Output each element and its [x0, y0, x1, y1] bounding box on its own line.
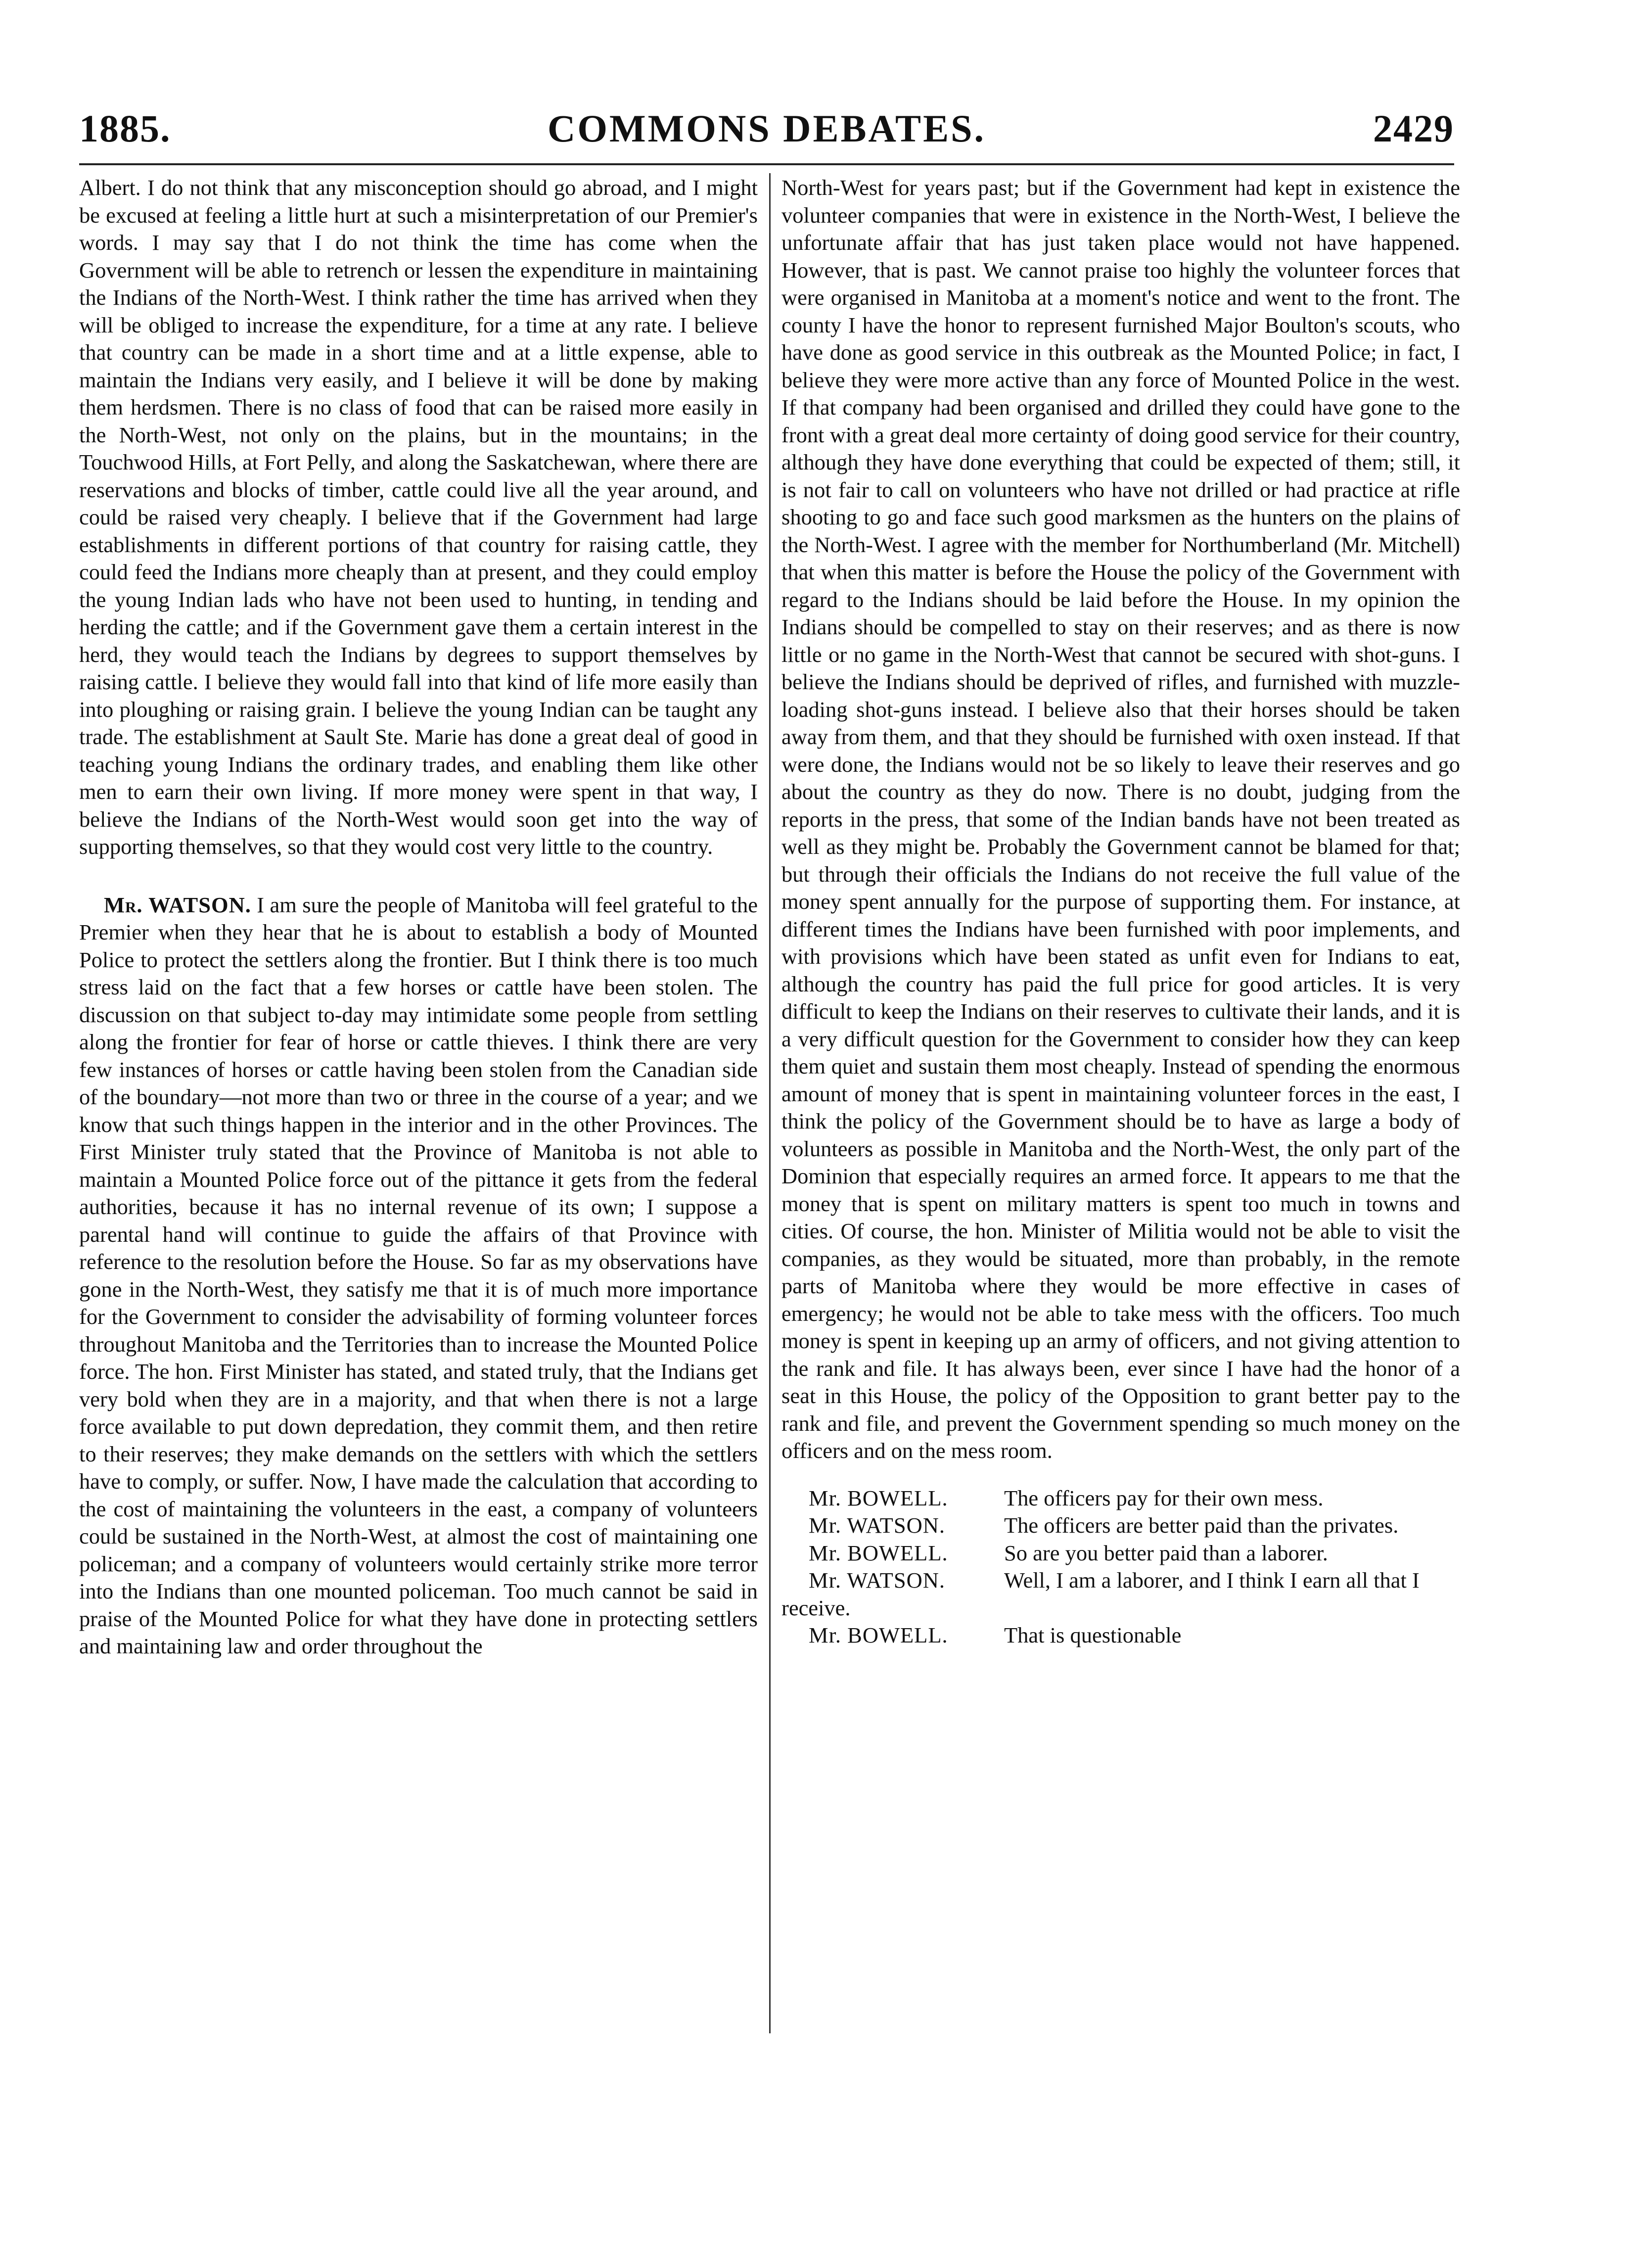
exchange-text: The officers pay for their own mess.	[1004, 1485, 1324, 1510]
page-header	[79, 106, 1454, 166]
exchange-item	[781, 1485, 1460, 1512]
left-paragraph-2	[79, 891, 758, 1660]
exchange-item	[781, 1512, 1460, 1540]
header-year: 1885.	[79, 107, 171, 150]
exchange-speaker: Mr. BOWELL.	[809, 1540, 948, 1565]
column-divider	[769, 173, 771, 2033]
right-paragraph-1: North-West for years past; but if the Government had kept in existence the volunteer companies that were in existence in the North-West, I believe the unfortunate affair that has just taken place would not have happened. However, that is past. We cannot praise too highly the volunteer forces that were organised in Manitoba at a moment's notice and went to the front. The county I have the honor to represent furnished Major Boulton's scouts, who have done as good service in this outbreak as the Mounted Police; in fact, I believe they were more active than any force of Mounted Police in the west. If that company had been organised and drilled they could have gone to the front with a great deal more certainty of doing good service for their country, although they have done everything that could be expected of them; still, it is not fair to call on volunteers who have not drilled or had practice at rifle shooting to go and face such good marksmen as the hunters on the plains of the North-West. I agree with the member for Northumberland (Mr. Mitchell) that when this matter is before the House the policy of the Government with regard to the Indians should be laid before the House. In my opinion the Indians should be compelled to stay on their reserves; and as there is now little or no game in the North-West that cannot be secured with shot-guns. I believe the Indians should be deprived of rifles, and furnished with muzzle-loading shot-guns instead. I believe also that their horses should be taken away from them, and that they should be furnished with oxen instead. If that were done, the Indians would not be so likely to leave their reserves and go about the country as they do now. There is no doubt, judging from the reports in the press, that some of the Indian bands have not been treated as well as they might be. Probably the Government cannot be blamed for that; but through their officials the Indians do not receive the full value of the money spent annually for the purpose of supporting them. For instance, at different times the Indians have been furnished with poor implements, and with provisions which have been stated as unfit even for Indians to eat, although the country has paid the full price for good articles. It is very difficult to keep the Indians on their reserves to cultivate their lands, and it is a very difficult question for the Government to consider how they can keep them quiet and sustain them most cheaply. Instead of spending the enormous amount of money that is spent in maintaining volunteer forces in the east, I think the policy of the Government should be to have as large a body of volunteers as possible in Manitoba and the North-West, the only part of the Dominion that especially requires an armed force. It appears to me that the money that is spent on military matters is spent too much in towns and cities. Of course, the hon. Minister of Militia would not be able to visit the companies, as they would be situated, more than probably, in the remote parts of Manitoba where they would be more effective in cases of emergency; he would not be able to take mess with the officers. Too much money is spent in keeping up an army of officers, and not giving attention to the rank and file. It has always been, ever since I have had the honor of a seat in this House, the policy of the Opposition to grant better pay to the rank and file, and prevent the Government spending so much money on the officers and on the mess room.	[781, 175, 1460, 1463]
right-column	[781, 174, 1460, 1649]
header-rule	[79, 163, 1454, 165]
exchange-item	[781, 1622, 1460, 1649]
exchange-text: The officers are better paid than the privates.	[1004, 1513, 1399, 1538]
exchange-text: That is questionable	[1004, 1623, 1182, 1647]
exchange-text: Well, I am a laborer, and I think I earn all that I receive.	[781, 1568, 1420, 1620]
exchange-speaker: Mr. WATSON.	[809, 1568, 945, 1593]
header-page-number: 2429	[1373, 107, 1454, 150]
exchange-speaker: Mr. BOWELL.	[809, 1623, 948, 1647]
watson-speech: I am sure the people of Manitoba will feel grateful to the Premier when they hear that he is about to establish a body of Mounted Police to protect the settlers along the frontier. But I think there is too much stress laid on the fact that a few horses or cattle have been stolen. The discussion on that subject to-day may intimidate some people from settling along the frontier for fear of horse or cattle thieves. I think there are very few instances of horses or cattle having been stolen from the Canadian side of the boundary—not more than two or three in the course of a year; and we know that such things happen in the interior and in the other Provinces. The First Minister truly stated that the Province of Manitoba is not able to maintain a Mounted Police force out of the pittance it gets from the federal authorities, because it has no internal revenue of its own; I suppose a parental hand will continue to guide the affairs of that Province with reference to the resolution before the House. So far as my observations have gone in the North-West, they satisfy me that it is of much more importance for the Government to consider the advisability of forming volunteer forces throughout Manitoba and the Territories than to increase the Mounted Police force. The hon. First Minister has stated, and stated truly, that the Indians get very bold when they are in a majority, and that when there is not a large force available to put down depredation, they commit them, and then retire to their reserves; they make demands on the settlers with which the settlers have to comply, or suffer. Now, I have made the calculation that according to the cost of maintaining the volunteers in the east, a company of volunteers could be sustained in the North-West, at almost the cost of maintaining one policeman; and a company of volunteers would certainly strike more terror into the Indians than one mounted policeman. Too much cannot be said in praise of the Mounted Police for what they have done in protecting settlers and maintaining law and order throughout the	[79, 892, 758, 1658]
exchange-item	[781, 1567, 1460, 1622]
exchange-speaker: Mr. WATSON.	[809, 1513, 945, 1538]
left-column	[79, 174, 758, 1660]
exchange-text: So are you better paid than a laborer.	[1004, 1540, 1328, 1565]
exchange-speaker: Mr. BOWELL.	[809, 1485, 948, 1510]
speaker-watson: Mr. WATSON.	[104, 892, 251, 917]
exchange-list	[781, 1485, 1460, 1649]
left-paragraph-1: Albert. I do not think that any misconception should go abroad, and I might be excused at feeling a little hurt at such a misinterpretation of our Premier's words. I may say that I do not think the time has come when the Government will be able to retrench or lessen the expenditure in maintaining the Indians of the North-West. I think rather the time has arrived when they will be obliged to increase the expenditure, for a time at any rate. I believe that country can be made in a short time and at a little expense, able to maintain the Indians very easily, and I believe it will be done by making them herdsmen. There is no class of food that can be raised more easily in the North-West, not only on the plains, but in the mountains; in the Touchwood Hills, at Fort Pelly, and along the Saskatchewan, where there are reservations and blocks of timber, cattle could live all the year around, and could be raised very cheaply. I believe that if the Government had large establishments in different portions of that country for raising cattle, they could feed the Indians more cheaply than at present, and they could employ the young Indian lads who have not been used to hunting, in tending and herding the cattle; and if the Government gave them a certain interest in the herd, they would teach the Indians by degrees to support themselves by raising cattle. I believe they would fall into that kind of life more easily than into ploughing or raising grain. I believe the young Indian can be taught any trade. The establishment at Sault Ste. Marie has done a great deal of good in teaching young Indians the ordinary trades, and enabling them like other men to earn their own living. If more money were spent in that way, I believe the Indians of the North-West would soon get into the way of supporting themselves, so that they would cost very little to the country.	[79, 175, 758, 859]
header-title: COMMONS DEBATES.	[548, 107, 986, 150]
exchange-item	[781, 1540, 1460, 1567]
